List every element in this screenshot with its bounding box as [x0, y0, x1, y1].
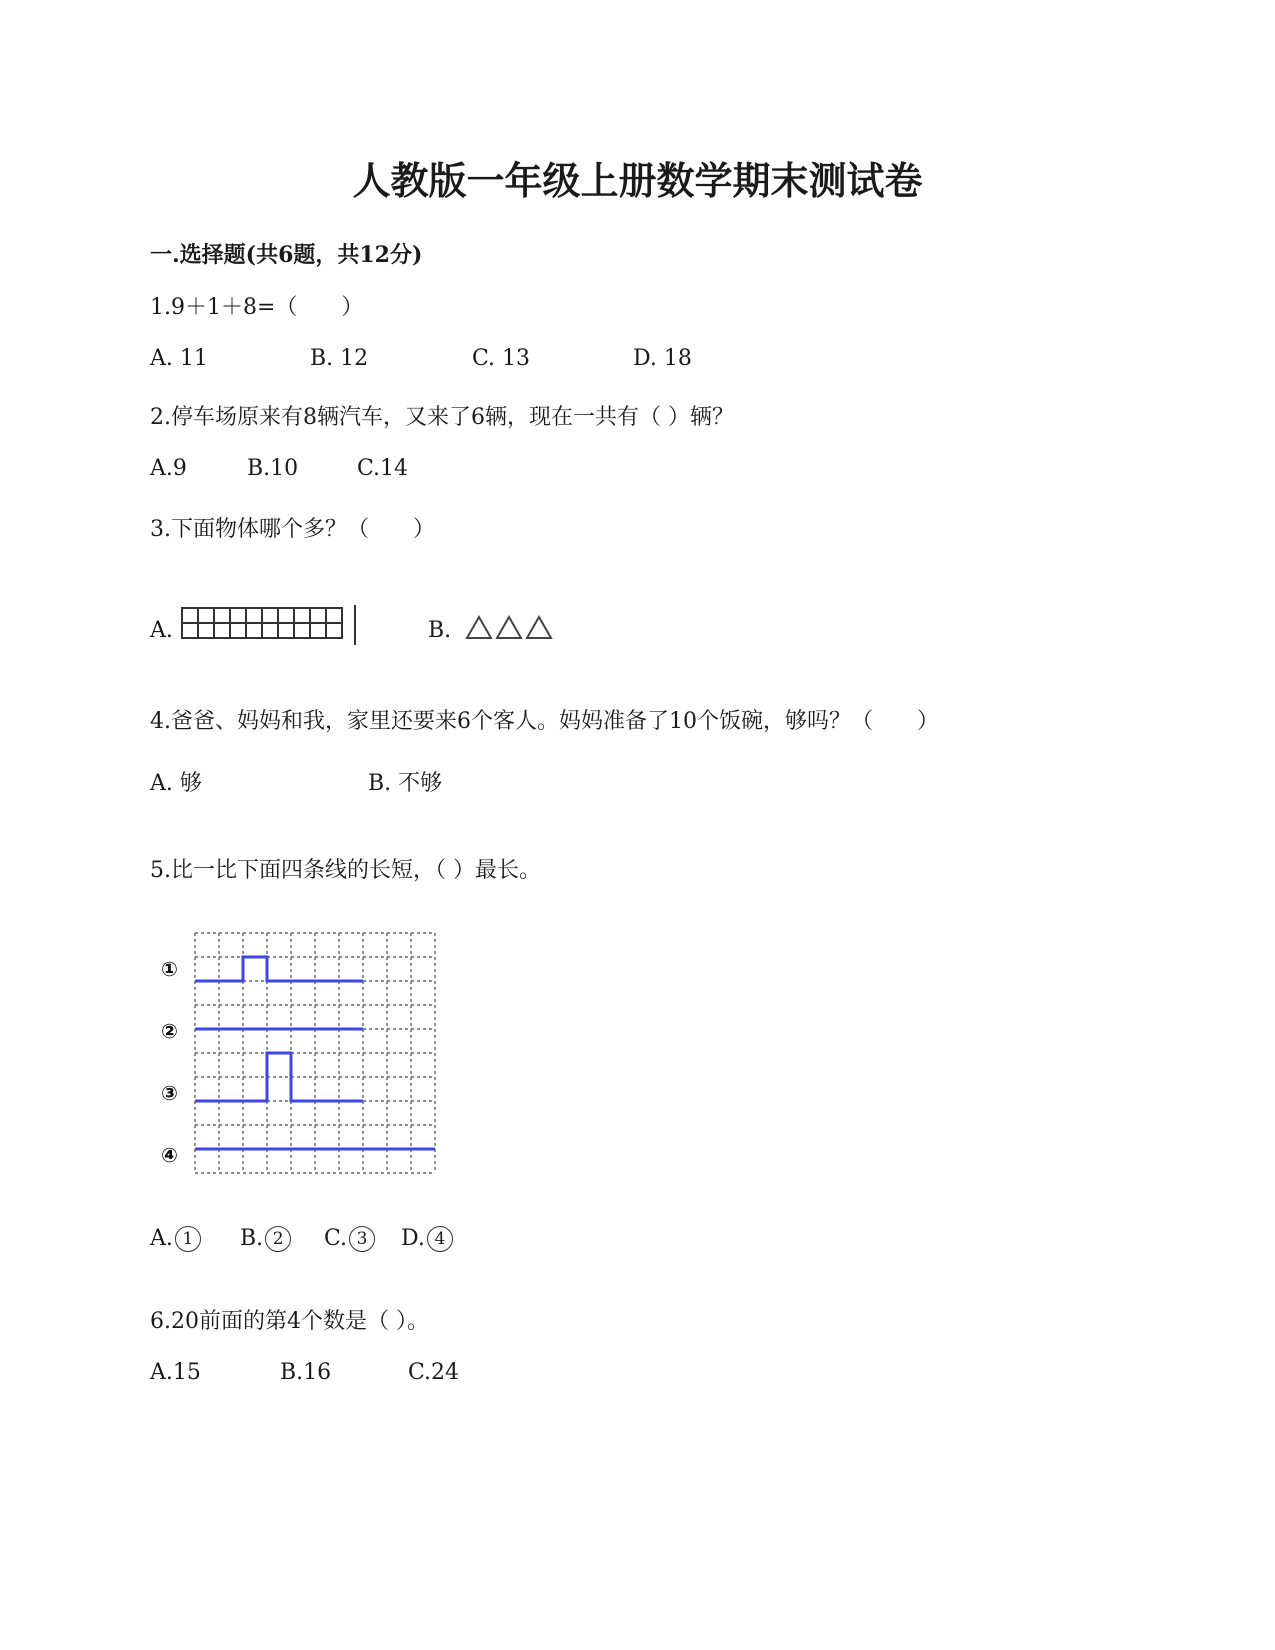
question-1-stem: 1.9＋1＋8=（ ） — [150, 295, 364, 320]
line-label-2: ② — [161, 1019, 178, 1043]
q4-option-a[interactable]: A. 够 — [150, 771, 202, 796]
q3-option-a[interactable]: A. — [150, 618, 173, 643]
q4-option-b[interactable]: B. 不够 — [368, 771, 443, 796]
q2-option-a[interactable]: A.9 — [150, 456, 187, 481]
q5-option-b[interactable] — [240, 1226, 291, 1252]
circled-1: 1 — [175, 1226, 201, 1252]
q6-option-b[interactable]: B.16 — [280, 1360, 332, 1385]
line-label-4: ④ — [161, 1143, 178, 1167]
q5-option-c-label: C. — [324, 1226, 348, 1251]
q5-option-d[interactable] — [401, 1226, 453, 1252]
circled-2: 2 — [265, 1226, 291, 1252]
q2-option-c[interactable]: C.14 — [357, 456, 409, 481]
q5-option-d-label: D. — [401, 1226, 425, 1251]
question-2-stem: 2.停车场原来有8辆汽车，又来了6辆，现在一共有（ ）辆？ — [150, 405, 734, 430]
question-5-stem: 5.比一比下面四条线的长短，（ ）最长。 — [150, 858, 541, 883]
section-heading: 一.选择题(共6题，共12分) — [150, 242, 423, 268]
question-6-stem: 6.20前面的第4个数是（ ）。 — [150, 1309, 429, 1334]
q1-option-b[interactable]: B. 12 — [310, 346, 369, 371]
line-label-1: ① — [161, 957, 178, 981]
page-title: 人教版一年级上册数学期末测试卷 — [352, 158, 923, 203]
triangles-figure — [465, 614, 565, 642]
q6-option-a[interactable]: A.15 — [150, 1360, 201, 1385]
squares-figure — [180, 605, 360, 645]
question-3-stem: 3.下面物体哪个多？（ ） — [150, 517, 435, 542]
q1-option-c[interactable]: C. 13 — [472, 346, 531, 371]
q1-option-d[interactable]: D. 18 — [633, 346, 692, 371]
question-4-stem: 4.爸爸、妈妈和我，家里还要来6个客人。妈妈准备了10个饭碗，够吗？（ ） — [150, 709, 939, 734]
q5-option-b-label: B. — [240, 1226, 264, 1251]
q5-option-a-label: A. — [150, 1226, 173, 1251]
line-label-3: ③ — [161, 1081, 178, 1105]
circled-3: 3 — [349, 1226, 375, 1252]
q5-option-a[interactable] — [150, 1226, 201, 1252]
line-compare-figure — [155, 928, 445, 1188]
q6-option-c[interactable]: C.24 — [408, 1360, 460, 1385]
q5-option-c[interactable] — [324, 1226, 375, 1252]
q1-option-a[interactable]: A. 11 — [150, 346, 208, 371]
q3-option-b[interactable]: B. — [428, 618, 452, 643]
circled-4: 4 — [427, 1226, 453, 1252]
q2-option-b[interactable]: B.10 — [247, 456, 299, 481]
